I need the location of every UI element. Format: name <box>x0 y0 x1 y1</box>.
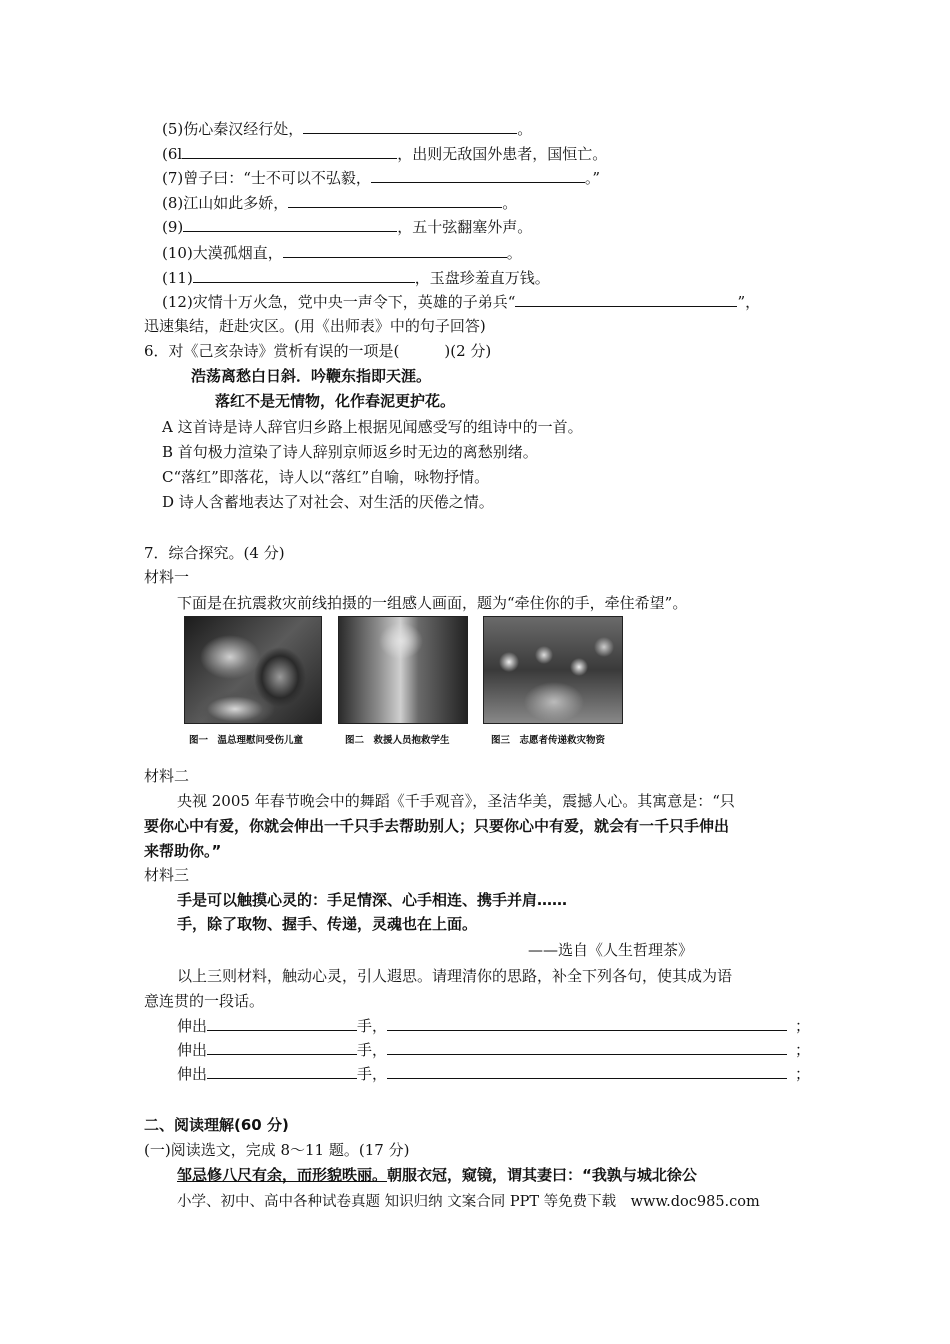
q7-stem: 7．综合探究。(4 分) <box>144 544 285 562</box>
passage-underlined: 邹忌修八尺有余，而形貌昳丽。 <box>177 1166 388 1184</box>
answer-blank[interactable] <box>515 292 737 307</box>
fill-end: ； <box>795 1017 811 1035</box>
q6-option-c[interactable]: C“落红”即落花，诗人以“落红”自喻，咏物抒情。 <box>162 468 490 486</box>
q5-line-6 <box>162 144 607 164</box>
q6-poem-line-2: 落红不是无情物，化作春泥更护花。 <box>215 392 456 410</box>
q5-line-8-end: 。 <box>502 194 518 212</box>
answer-blank[interactable] <box>207 1064 357 1079</box>
q5-line-11-num: (11) <box>162 269 193 287</box>
fill-prefix: 伸出 <box>177 1065 208 1083</box>
answer-blank[interactable] <box>387 1040 787 1055</box>
answer-blank[interactable] <box>303 119 517 134</box>
q5-line-8-text: (8)江山如此多娇， <box>162 194 289 212</box>
material-1-label: 材料一 <box>144 568 190 586</box>
fill-middle: 手， <box>357 1065 388 1083</box>
q5-line-11-text: ，玉盘珍羞直万钱。 <box>414 269 550 287</box>
fill-line-3 <box>177 1064 810 1084</box>
section-2-title: 二、阅读理解(60 分) <box>144 1116 289 1134</box>
fill-prefix: 伸出 <box>177 1041 208 1059</box>
q5-line-5 <box>162 119 532 139</box>
q5-line-7-text: (7)曾子曰：“士不可以不弘毅， <box>162 169 371 187</box>
fill-line-1 <box>177 1016 810 1036</box>
q5-line-6-num: (6l <box>162 145 183 163</box>
task-line-2: 意连贯的一段话。 <box>144 992 265 1010</box>
q5-line-12 <box>162 292 760 312</box>
photo-caption-3: 图三 志愿者传递救灾物资 <box>491 735 606 746</box>
q5-line-9 <box>162 217 532 237</box>
q6-stem: 6．对《己亥杂诗》赏析有误的一项是( )(2 分) <box>144 342 492 360</box>
material-3-line-1: 手是可以触摸心灵的：手足情深、心手相连、携手并肩…… <box>177 891 568 909</box>
q5-line-12-end: ”， <box>737 293 761 311</box>
fill-line-2 <box>177 1040 810 1060</box>
answer-blank[interactable] <box>283 243 507 258</box>
photo-caption-2: 图二 救援人员抱救学生 <box>345 735 450 746</box>
q5-line-11 <box>162 268 550 288</box>
material-2-line-2: 要你心中有爱，你就会伸出一千只手去帮助别人；只要你心中有爱，就会有一千只手伸出 <box>144 817 730 835</box>
passage-line-1 <box>177 1165 697 1185</box>
material-3-line-2: 手，除了取物、握手、传递，灵魂也在上面。 <box>177 915 478 933</box>
q5-line-6-text: ，出则无敌国外患者，国恒亡。 <box>397 145 608 163</box>
fill-middle: 手， <box>357 1017 388 1035</box>
photo-premier-comforting-child <box>184 616 322 724</box>
material-3-source: ——选自《人生哲理茶》 <box>528 941 694 959</box>
q5-line-9-num: (9) <box>162 218 184 236</box>
q6-option-d[interactable]: D 诗人含蓄地表达了对社会、对生活的厌倦之情。 <box>162 493 494 511</box>
answer-blank[interactable] <box>288 193 502 208</box>
q6-poem-line-1: 浩荡离愁白日斜．吟鞭东指即天涯。 <box>191 367 432 385</box>
answer-blank[interactable] <box>387 1064 787 1079</box>
material-1-text: 下面是在抗震救灾前线拍摄的一组感人画面，题为“牵住你的手，牵住希望”。 <box>177 594 688 612</box>
answer-blank[interactable] <box>207 1016 357 1031</box>
answer-blank[interactable] <box>193 268 415 283</box>
answer-blank[interactable] <box>371 168 585 183</box>
q5-line-8 <box>162 193 517 213</box>
q5-line-10-end: 。 <box>506 244 522 262</box>
answer-blank[interactable] <box>387 1016 787 1031</box>
q5-line-12-text: (12)灾情十万火急，党中央一声令下，英雄的子弟兵“ <box>162 293 516 311</box>
material-2-label: 材料二 <box>144 767 190 785</box>
photo-rescuer-carrying-student <box>338 616 468 724</box>
photo-caption-1: 图一 温总理慰问受伤儿童 <box>189 735 304 746</box>
q5-line-7-end: 。” <box>584 169 601 187</box>
fill-prefix: 伸出 <box>177 1017 208 1035</box>
photo-volunteers-passing-supplies <box>483 616 623 724</box>
q6-option-b[interactable]: B 首句极力渲染了诗人辞别京师返乡时无边的离愁别绪。 <box>162 443 538 461</box>
material-2-line-1: 央视 2005 年春节晚会中的舞蹈《千手观音》，圣洁华美，震撼人心。其寓意是：“只 <box>177 792 735 810</box>
fill-middle: 手， <box>357 1041 388 1059</box>
material-3-label: 材料三 <box>144 866 190 884</box>
answer-blank[interactable] <box>182 144 397 159</box>
q5-line-7 <box>162 168 600 188</box>
footer-text: 小学、初中、高中各种试卷真题 知识归纳 文案合同 PPT 等免费下载 www.doc985.com <box>177 1194 760 1210</box>
passage-rest: 朝服衣冠，窥镜，谓其妻曰：“我孰与城北徐公 <box>387 1166 697 1184</box>
q5-line-12-cont: 迅速集结，赶赴灾区。(用《出师表》中的句子回答) <box>144 317 486 335</box>
q6-option-a[interactable]: A 这首诗是诗人辞官归乡路上根据见闻感受写的组诗中的一首。 <box>162 418 583 436</box>
task-line-1: 以上三则材料，触动心灵，引人遐思。请理清你的思路，补全下列各句，使其成为语 <box>177 967 733 985</box>
q5-line-10 <box>162 243 522 263</box>
material-2-line-3: 来帮助你。” <box>144 842 222 860</box>
q5-line-5-text: (5)伤心秦汉经行处， <box>162 120 304 138</box>
answer-blank[interactable] <box>207 1040 357 1055</box>
fill-end: ； <box>795 1041 811 1059</box>
q5-line-5-end: 。 <box>517 120 533 138</box>
fill-end: ； <box>795 1065 811 1083</box>
answer-blank[interactable] <box>183 217 397 232</box>
section-2-subtitle: (一)阅读选文，完成 8～11 题。(17 分) <box>144 1141 410 1159</box>
q5-line-10-text: (10)大漠孤烟直， <box>162 244 283 262</box>
q5-line-9-text: ，五十弦翻塞外声。 <box>397 218 533 236</box>
